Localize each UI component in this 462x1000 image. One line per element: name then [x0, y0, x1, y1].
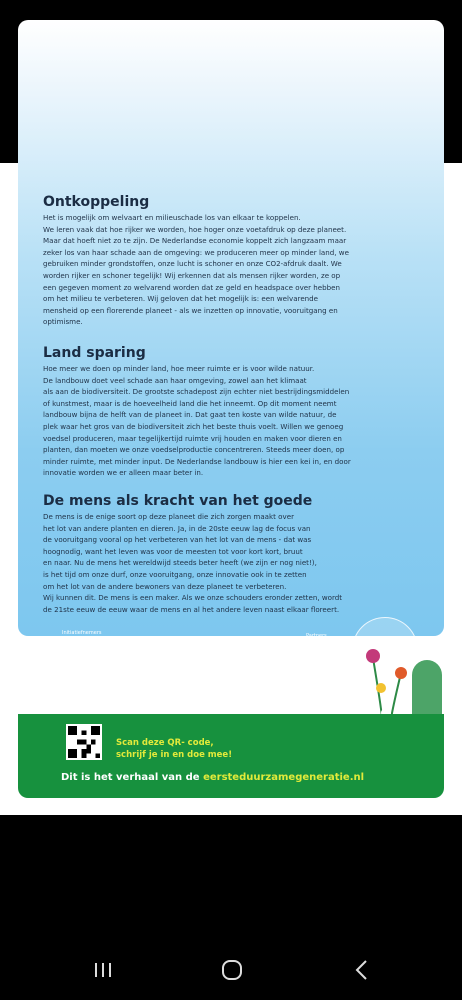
logo-hoogendoorn: hoogendoorn: [199, 674, 245, 681]
partner-sun-icon: [160, 670, 174, 684]
logo-harvest-house: Harvest House: [96, 640, 146, 647]
tree-illustration: [412, 660, 442, 716]
logo-pvo: PVO: [308, 648, 319, 654]
navigation-bar: [0, 940, 462, 1000]
logo-viscon: VISCON GROUP: [63, 673, 127, 684]
logo-ridder: ridder: [259, 641, 282, 650]
section-title: De mens als kracht van het goede: [43, 493, 313, 509]
recent-apps-icon: [92, 961, 114, 979]
partner-leaf-icon: [305, 668, 321, 684]
section-title: Ontkoppeling: [43, 194, 150, 210]
initiators-label: Initiatiefnemers: [62, 630, 102, 636]
logo-weplanet: wePlanet: [144, 640, 188, 651]
partners-label: Partners: [306, 633, 327, 639]
section-body: Het is mogelijk om welvaart en milieuschade los van elkaar te koppelen. We leren vaak dat hoe rijker we worden, hoe hoger onze voetafdruk op deze planeet. Maar dat hoeft niet zo te zijn. De Nederlandse economie koppelt zich langzaam maar zeker los van haar schade aan de omgeving: we produceren meer op minder land, we gebruiken minder grondstoffen, onze lucht is schoner en onze CO2-afdruk daalt. We worden rijker en schoner tegelijk! Wij erkennen dat als mensen rijker worden, ze op een gegeven moment zo welvarend worden dat ze geld en headspace over hebben om het milieu te verbeteren. Wij geloven dat het mogelijk is: een welvarende mensheid op een florerende planeet - als we inzetten op innovatie, vooruitgang en optimisme.: [43, 213, 349, 327]
section-ontkoppeling: [43, 194, 413, 328]
initiator-logo-icon: [66, 640, 80, 654]
partner-flower-icon: [124, 670, 138, 684]
section-de-mens: [43, 493, 413, 615]
section-title: Land sparing: [43, 345, 146, 361]
section-body: De mens is de enige soort op deze planeet die zich zorgen maakt over het lot van andere planten en dieren. Ja, in de 20ste eeuw lag de focus van de vooruitgang vooral op het verbeteren van het lot van de mens - dat was hoognodig, want het leven was voor de meesten tot voor kort kort, bruut en naar. Nu de mens het wereldwijd steeds beter heeft (we zijn er nog niet!), is het tijd om onze durf, onze vooruitgang, onze innovatie ook in te zetten om het lot van de andere bewoners van deze planeet te verbeteren. Wij kunnen dit. De mens is een maker. Als we onze schouders eronder zetten, wordt de 21ste eeuw de eeuw waar de mens en al het andere leven naast elkaar floreert.: [43, 512, 343, 614]
recent-apps-button[interactable]: [88, 958, 118, 982]
home-button[interactable]: [217, 958, 247, 982]
back-button[interactable]: [347, 958, 377, 982]
section-body: Hoe meer we doen op minder land, hoe meer ruimte er is voor wilde natuur. De landbouw doet veel schade aan haar omgeving, zowel aan het klimaat als aan de biodiversiteit. De grootste schadepost zijn echter niet bestrijdingsmiddelen of kunstmest, maar is de hoeveelheid land die het inneemt. Op dit moment neemt landbouw bijna de helft van de planeet in. Dat gaat ten koste van wilde natuur, de plek waar het gros van de biodiversiteit zich het beste thuis voelt. Willen we genoeg voedsel produceren, maar tegelijkertijd ruimte vrij houden en maken voor dieren en planten, dan moeten we onze voedselproductie concentreren. Steeds meer doen, op minder ruimte, met minder input. De Nederlandse landbouw is hier een kei in, en door innovatie worden we er alleen maar beter in.: [43, 364, 351, 478]
qr-code[interactable]: [66, 724, 102, 760]
logo-oerthon: oerthon: [219, 641, 247, 650]
footer-prefix: Dit is het verhaal van de: [61, 772, 200, 783]
section-land-sparing: [43, 345, 413, 479]
cta-text: Scan deze QR- code, schrijf je in en doe mee!: [116, 738, 233, 760]
footer-line: [61, 772, 364, 783]
qr-code-icon: [68, 726, 100, 758]
footer-url[interactable]: eersteduurzamegeneratie.nl: [203, 772, 365, 783]
logo-block-icon: [191, 638, 209, 654]
back-icon: [354, 959, 370, 981]
home-icon: [220, 958, 244, 982]
